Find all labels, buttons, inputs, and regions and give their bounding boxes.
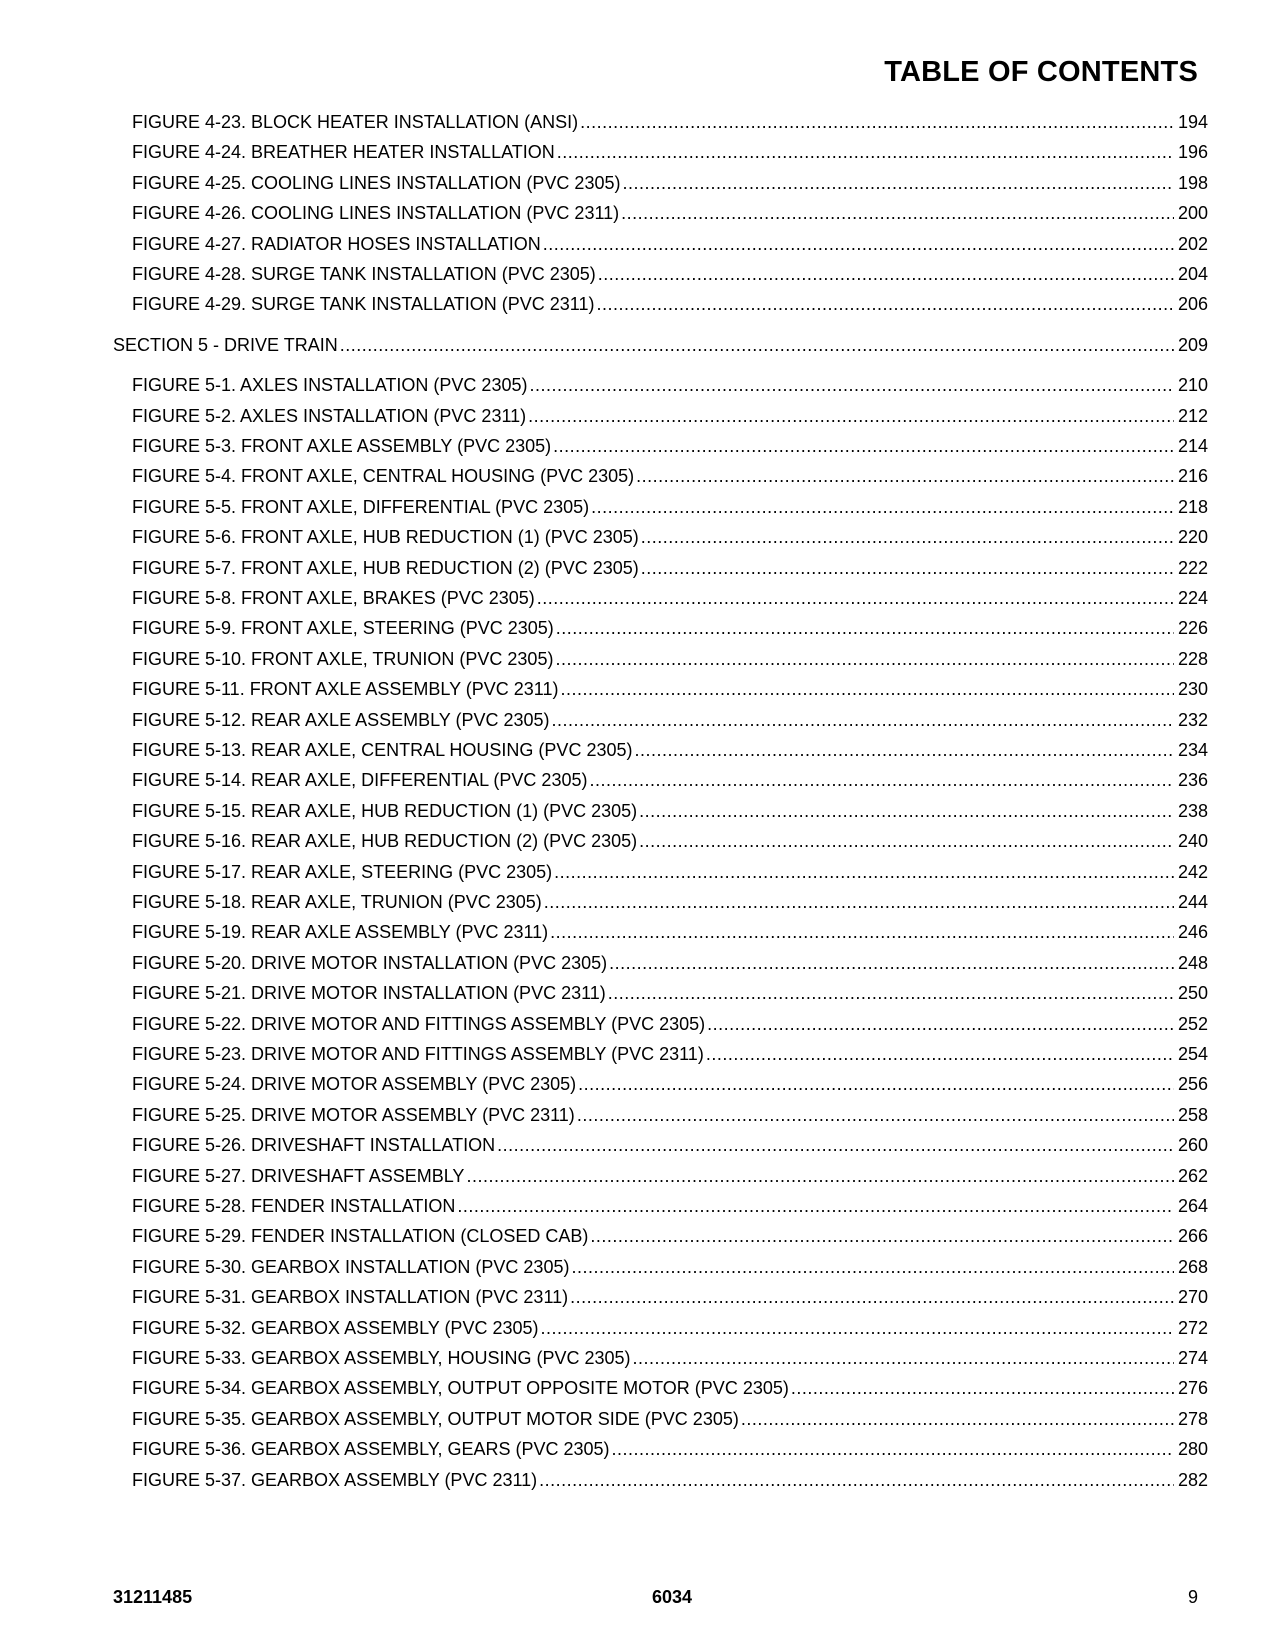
- toc-entry-title: FIGURE 5-35. GEARBOX ASSEMBLY, OUTPUT MOTOR SIDE (PVC 2305): [132, 1409, 739, 1429]
- toc-entry-title: FIGURE 5-4. FRONT AXLE, CENTRAL HOUSING (PVC 2305): [132, 466, 635, 486]
- toc-dot-leader: [707, 1013, 1174, 1035]
- toc-entry-page: 260: [1177, 1135, 1208, 1155]
- toc-entry-page: 198: [1177, 173, 1208, 193]
- toc-entry-title: FIGURE 5-10. FRONT AXLE, TRUNION (PVC 2305): [132, 649, 554, 669]
- toc-dot-leader: [741, 1408, 1174, 1430]
- toc-figure-entry[interactable]: [132, 1286, 1208, 1308]
- footer-page-number: 9: [1187, 1587, 1198, 1607]
- toc-figure-entry[interactable]: [132, 1317, 1208, 1339]
- toc-figure-entry[interactable]: [132, 263, 1208, 285]
- toc-dot-leader: [550, 921, 1174, 943]
- toc-entry-page: 258: [1177, 1105, 1208, 1125]
- toc-entry-page: 278: [1177, 1409, 1208, 1429]
- toc-entry-title: FIGURE 5-21. DRIVE MOTOR INSTALLATION (PVC 2311): [132, 983, 606, 1003]
- toc-entry-title: FIGURE 5-16. REAR AXLE, HUB REDUCTION (2) (PVC 2305): [132, 831, 638, 851]
- toc-entry-title: FIGURE 4-25. COOLING LINES INSTALLATION (PVC 2305): [132, 173, 621, 193]
- toc-entry-page: 280: [1177, 1439, 1208, 1459]
- toc-dot-leader: [529, 374, 1173, 396]
- toc-dot-leader: [590, 1225, 1174, 1247]
- toc-figure-entry[interactable]: [132, 648, 1208, 670]
- toc-dot-leader: [589, 769, 1173, 791]
- toc-entry-title: FIGURE 4-23. BLOCK HEATER INSTALLATION (ANSI): [132, 112, 579, 132]
- toc-figure-entry[interactable]: [132, 830, 1208, 852]
- toc-figure-entry[interactable]: [132, 202, 1208, 224]
- toc-figure-entry[interactable]: [132, 405, 1208, 427]
- toc-figure-entry[interactable]: [132, 293, 1208, 315]
- toc-entry-page: 206: [1177, 294, 1208, 314]
- toc-entry-title: FIGURE 5-29. FENDER INSTALLATION (CLOSED CAB): [132, 1226, 589, 1246]
- toc-entry-title: FIGURE 5-9. FRONT AXLE, STEERING (PVC 2305): [132, 618, 554, 638]
- toc-figure-entry[interactable]: [132, 1256, 1208, 1278]
- toc-entry-page: 262: [1177, 1166, 1208, 1186]
- toc-entry-page: 246: [1177, 922, 1208, 942]
- toc-dot-leader: [622, 172, 1173, 194]
- toc-entry-page: 224: [1177, 588, 1208, 608]
- toc-figure-entry[interactable]: [132, 1043, 1208, 1065]
- toc-entry-page: 254: [1177, 1044, 1208, 1064]
- toc-dot-leader: [639, 800, 1174, 822]
- toc-entry-page: 248: [1177, 953, 1208, 973]
- toc-dot-leader: [457, 1195, 1174, 1217]
- toc-figure-entry[interactable]: [132, 739, 1208, 761]
- toc-entry-page: 202: [1177, 234, 1208, 254]
- toc-figure-entry[interactable]: [132, 172, 1208, 194]
- toc-dot-leader: [580, 111, 1174, 133]
- toc-entry-title: FIGURE 4-24. BREATHER HEATER INSTALLATION: [132, 142, 555, 162]
- toc-entry-page: 244: [1177, 892, 1208, 912]
- toc-dot-leader: [634, 739, 1173, 761]
- toc-entry-page: 264: [1177, 1196, 1208, 1216]
- toc-entry-page: 226: [1177, 618, 1208, 638]
- toc-entry-title: SECTION 5 - DRIVE TRAIN: [113, 335, 338, 355]
- toc-entry-title: FIGURE 5-2. AXLES INSTALLATION (PVC 2311): [132, 406, 527, 426]
- toc-entry-title: FIGURE 4-29. SURGE TANK INSTALLATION (PVC 2311): [132, 294, 595, 314]
- toc-figure-entry[interactable]: [132, 496, 1208, 518]
- toc-entry-title: FIGURE 4-28. SURGE TANK INSTALLATION (PVC 2305): [132, 264, 596, 284]
- toc-entry-page: 272: [1177, 1318, 1208, 1338]
- toc-entry-page: 270: [1177, 1287, 1208, 1307]
- toc-dot-leader: [554, 861, 1174, 883]
- toc-dot-leader: [578, 1073, 1174, 1095]
- toc-entry-page: 234: [1177, 740, 1208, 760]
- toc-dot-leader: [544, 891, 1174, 913]
- toc-dot-leader: [596, 293, 1173, 315]
- toc-section-entry[interactable]: [113, 334, 1208, 356]
- toc-entry-title: FIGURE 5-7. FRONT AXLE, HUB REDUCTION (2) (PVC 2305): [132, 558, 639, 578]
- toc-figure-entry[interactable]: [132, 952, 1208, 974]
- toc-entry-page: 212: [1177, 406, 1208, 426]
- toc-figure-entry[interactable]: [132, 1408, 1208, 1430]
- toc-entry-page: 256: [1177, 1074, 1208, 1094]
- toc-figure-entry[interactable]: [132, 861, 1208, 883]
- toc-entry-page: 274: [1177, 1348, 1208, 1368]
- footer-document-number: 31211485: [113, 1587, 193, 1607]
- toc-figure-entry[interactable]: [132, 921, 1208, 943]
- toc-dot-leader: [557, 141, 1174, 163]
- toc-figure-entry[interactable]: [132, 435, 1208, 457]
- toc-dot-leader: [537, 587, 1174, 609]
- toc-entry-page: 266: [1177, 1226, 1208, 1246]
- toc-entry-page: 194: [1177, 112, 1208, 132]
- toc-figure-entry[interactable]: [132, 1225, 1208, 1247]
- toc-entry-title: FIGURE 5-6. FRONT AXLE, HUB REDUCTION (1) (PVC 2305): [132, 527, 639, 547]
- toc-figure-entry[interactable]: [132, 233, 1208, 255]
- toc-figure-entry[interactable]: [132, 1073, 1208, 1095]
- toc-dot-leader: [466, 1165, 1174, 1187]
- toc-entry-title: FIGURE 5-1. AXLES INSTALLATION (PVC 2305): [132, 375, 528, 395]
- toc-entry-title: FIGURE 5-24. DRIVE MOTOR ASSEMBLY (PVC 2305): [132, 1074, 577, 1094]
- toc-entry-page: 282: [1177, 1470, 1208, 1490]
- toc-figure-entry[interactable]: [132, 111, 1208, 133]
- toc-dot-leader: [556, 617, 1174, 639]
- toc-entry-page: 230: [1177, 679, 1208, 699]
- toc-entry-page: 238: [1177, 801, 1208, 821]
- toc-figure-entry[interactable]: [132, 1195, 1208, 1217]
- toc-figure-entry[interactable]: [132, 587, 1208, 609]
- toc-entry-title: FIGURE 5-31. GEARBOX INSTALLATION (PVC 2311): [132, 1287, 569, 1307]
- toc-entry-page: 236: [1177, 770, 1208, 790]
- toc-figure-entry[interactable]: [132, 557, 1208, 579]
- toc-entry-page: 214: [1177, 436, 1208, 456]
- toc-dot-leader: [497, 1134, 1174, 1156]
- toc-dot-leader: [612, 1438, 1174, 1460]
- toc-entry-page: 222: [1177, 558, 1208, 578]
- toc-entry-title: FIGURE 5-13. REAR AXLE, CENTRAL HOUSING (PVC 2305): [132, 740, 633, 760]
- toc-entry-page: 209: [1177, 335, 1208, 355]
- toc-figure-entry[interactable]: [132, 141, 1208, 163]
- toc-entry-page: 268: [1177, 1257, 1208, 1277]
- toc-entry-title: FIGURE 5-36. GEARBOX ASSEMBLY, GEARS (PVC 2305): [132, 1439, 610, 1459]
- toc-dot-leader: [555, 648, 1174, 670]
- toc-entry-title: FIGURE 5-14. REAR AXLE, DIFFERENTIAL (PVC 2305): [132, 770, 588, 790]
- toc-entry-title: FIGURE 5-11. FRONT AXLE ASSEMBLY (PVC 2311): [132, 679, 559, 699]
- toc-dot-leader: [641, 526, 1174, 548]
- toc-entry-title: FIGURE 5-18. REAR AXLE, TRUNION (PVC 2305): [132, 892, 542, 912]
- toc-figure-entry[interactable]: [132, 1134, 1208, 1156]
- toc-entry-title: FIGURE 5-26. DRIVESHAFT INSTALLATION: [132, 1135, 496, 1155]
- toc-dot-leader: [791, 1377, 1174, 1399]
- toc-dot-leader: [608, 982, 1174, 1004]
- toc-figure-entry[interactable]: [132, 465, 1208, 487]
- toc-figure-entry[interactable]: [132, 678, 1208, 700]
- toc-entry-title: FIGURE 4-27. RADIATOR HOSES INSTALLATION: [132, 234, 541, 254]
- toc-dot-leader: [621, 202, 1174, 224]
- toc-entry-title: FIGURE 5-15. REAR AXLE, HUB REDUCTION (1) (PVC 2305): [132, 801, 638, 821]
- toc-dot-leader: [609, 952, 1174, 974]
- toc-dot-leader: [541, 1317, 1174, 1339]
- toc-entry-title: FIGURE 5-19. REAR AXLE ASSEMBLY (PVC 2311): [132, 922, 549, 942]
- toc-entry-page: 216: [1177, 466, 1208, 486]
- toc-dot-leader: [561, 678, 1174, 700]
- toc-dot-leader: [591, 496, 1174, 518]
- toc-dot-leader: [553, 435, 1174, 457]
- toc-dot-leader: [706, 1043, 1174, 1065]
- page-footer: [0, 1587, 1275, 1613]
- toc-entry-page: 196: [1177, 142, 1208, 162]
- toc-figure-entry[interactable]: [132, 1104, 1208, 1126]
- toc-dot-leader: [641, 557, 1174, 579]
- toc-entry-title: FIGURE 5-30. GEARBOX INSTALLATION (PVC 2305): [132, 1257, 570, 1277]
- toc-figure-entry[interactable]: [132, 800, 1208, 822]
- toc-entry-title: FIGURE 5-32. GEARBOX ASSEMBLY (PVC 2305): [132, 1318, 539, 1338]
- toc-dot-leader: [571, 1256, 1173, 1278]
- toc-entry-title: FIGURE 5-5. FRONT AXLE, DIFFERENTIAL (PVC 2305): [132, 497, 590, 517]
- toc-entry-title: FIGURE 5-8. FRONT AXLE, BRAKES (PVC 2305): [132, 588, 535, 608]
- toc-figure-entry[interactable]: [132, 1013, 1208, 1035]
- toc-entry-title: FIGURE 5-25. DRIVE MOTOR ASSEMBLY (PVC 2311): [132, 1105, 575, 1125]
- toc-dot-leader: [528, 405, 1174, 427]
- toc-dot-leader: [539, 1469, 1174, 1491]
- toc-entry-title: FIGURE 5-37. GEARBOX ASSEMBLY (PVC 2311): [132, 1470, 538, 1490]
- toc-figure-entry[interactable]: [132, 1469, 1208, 1491]
- toc-dot-leader: [577, 1104, 1174, 1126]
- toc-figure-entry[interactable]: [132, 769, 1208, 791]
- toc-entry-title: FIGURE 4-26. COOLING LINES INSTALLATION (PVC 2311): [132, 203, 620, 223]
- toc-dot-leader: [639, 830, 1174, 852]
- toc-entry-page: 200: [1177, 203, 1208, 223]
- toc-entry-title: FIGURE 5-34. GEARBOX ASSEMBLY, OUTPUT OPPOSITE MOTOR (PVC 2305): [132, 1378, 789, 1398]
- toc-dot-leader: [570, 1286, 1174, 1308]
- page-title: TABLE OF CONTENTS: [884, 56, 1198, 88]
- toc-figure-entry[interactable]: [132, 526, 1208, 548]
- toc-entry-page: 220: [1177, 527, 1208, 547]
- toc-figure-entry[interactable]: [132, 1347, 1208, 1369]
- toc-figure-entry[interactable]: [132, 709, 1208, 731]
- toc-entry-page: 252: [1177, 1014, 1208, 1034]
- toc-entry-title: FIGURE 5-22. DRIVE MOTOR AND FITTINGS ASSEMBLY (PVC 2305): [132, 1014, 706, 1034]
- toc-entry-page: 204: [1177, 264, 1208, 284]
- toc-entry-page: 228: [1177, 649, 1208, 669]
- toc-figure-entry[interactable]: [132, 1377, 1208, 1399]
- toc-entry-page: 276: [1177, 1378, 1208, 1398]
- toc-entry-title: FIGURE 5-3. FRONT AXLE ASSEMBLY (PVC 2305): [132, 436, 552, 456]
- toc-entry-title: FIGURE 5-12. REAR AXLE ASSEMBLY (PVC 2305): [132, 710, 550, 730]
- toc-entry-title: FIGURE 5-20. DRIVE MOTOR INSTALLATION (PVC 2305): [132, 953, 608, 973]
- toc-dot-leader: [340, 334, 1174, 356]
- toc-entry-title: FIGURE 5-33. GEARBOX ASSEMBLY, HOUSING (PVC 2305): [132, 1348, 631, 1368]
- toc-entry-title: FIGURE 5-27. DRIVESHAFT ASSEMBLY: [132, 1166, 465, 1186]
- toc-dot-leader: [543, 233, 1174, 255]
- toc-figure-entry[interactable]: [132, 1438, 1208, 1460]
- toc-dot-leader: [636, 465, 1174, 487]
- toc-dot-leader: [598, 263, 1174, 285]
- toc-entry-title: FIGURE 5-17. REAR AXLE, STEERING (PVC 2305): [132, 862, 553, 882]
- toc-figure-entry[interactable]: [132, 1165, 1208, 1187]
- toc-entry-page: 210: [1177, 375, 1208, 395]
- toc-entry-title: FIGURE 5-23. DRIVE MOTOR AND FITTINGS ASSEMBLY (PVC 2311): [132, 1044, 704, 1064]
- footer-model-number: 6034: [652, 1587, 693, 1607]
- toc-entry-page: 240: [1177, 831, 1208, 851]
- toc-entry-page: 218: [1177, 497, 1208, 517]
- toc-figure-entry[interactable]: [132, 891, 1208, 913]
- toc-entry-page: 232: [1177, 710, 1208, 730]
- toc-figure-entry[interactable]: [132, 374, 1208, 396]
- toc-entry-page: 242: [1177, 862, 1208, 882]
- toc-dot-leader: [633, 1347, 1174, 1369]
- toc-entry-title: FIGURE 5-28. FENDER INSTALLATION: [132, 1196, 456, 1216]
- toc-dot-leader: [552, 709, 1174, 731]
- toc-figure-entry[interactable]: [132, 617, 1208, 639]
- toc-entry-page: 250: [1177, 983, 1208, 1003]
- toc-figure-entry[interactable]: [132, 982, 1208, 1004]
